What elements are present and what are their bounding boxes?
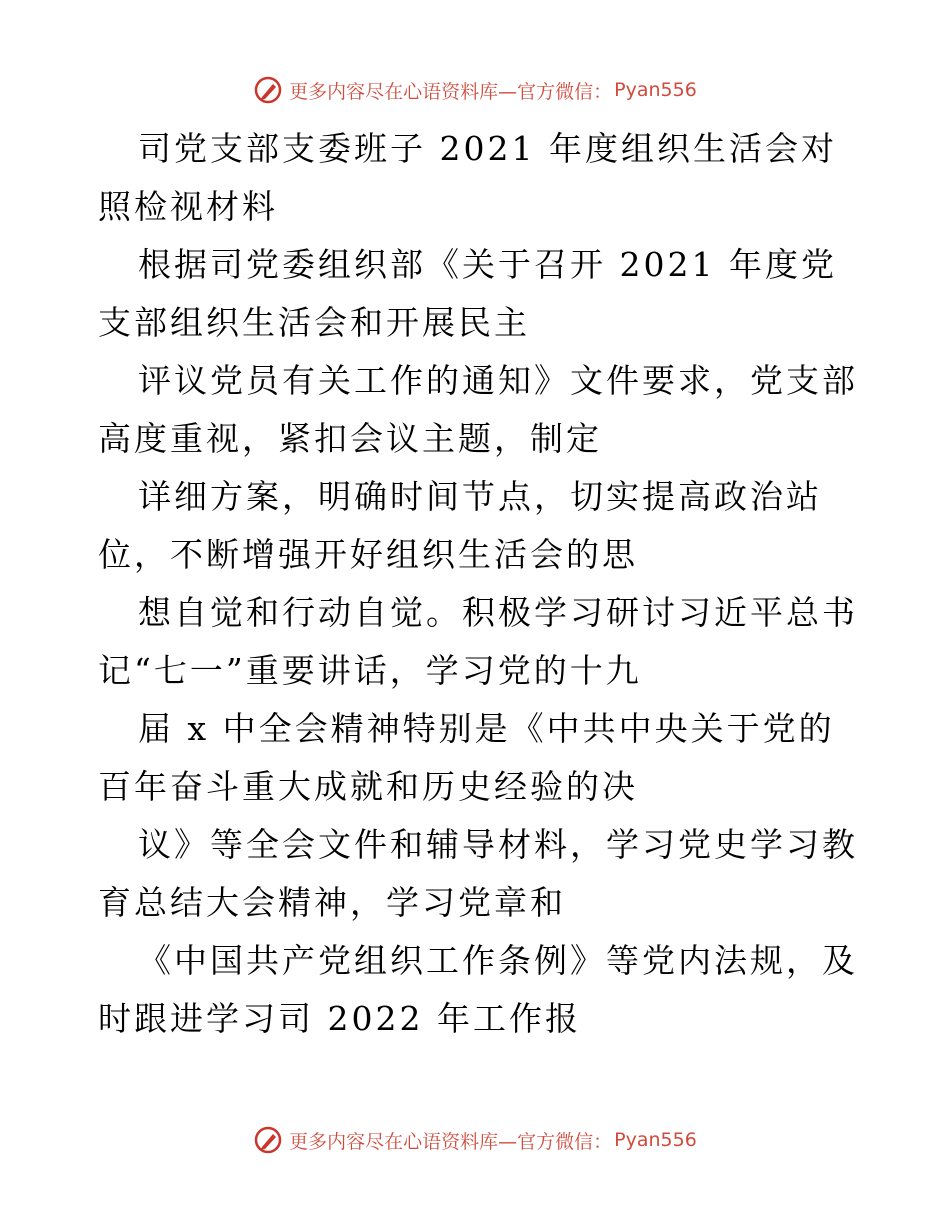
paragraph: 届 x 中全会精神特别是《中共中央关于党的百年奋斗重大成就和历史经验的决 <box>98 709 835 806</box>
watermark-header <box>0 70 950 110</box>
document-body <box>98 120 858 1048</box>
watermark-text: 更多内容尽在心语资料库—官方微信： <box>289 1130 613 1153</box>
paragraph: 详细方案，明确时间节点，切实提高政治站位，不断增强开好组织生活会的思 <box>98 477 822 574</box>
pen-logo-icon <box>253 75 283 105</box>
paragraph: 想自觉和行动自觉。积极学习研讨习近平总书记“七一”重要讲话，学习党的十九 <box>98 593 858 690</box>
paragraph: 《中国共产党组织工作条例》等党内法规，及时跟进学习司 2022 年工作报 <box>98 941 858 1038</box>
watermark-text: 更多内容尽在心语资料库—官方微信： <box>289 80 613 103</box>
watermark-footer <box>0 1120 950 1160</box>
watermark-wechat-id: Pyan556 <box>614 1129 697 1151</box>
paragraph: 根据司党委组织部《关于召开 2021 年度党支部组织生活会和开展民主 <box>98 245 837 342</box>
paragraph: 议》等全会文件和辅导材料，学习党史学习教育总结大会精神，学习党章和 <box>98 825 858 922</box>
pen-logo-icon <box>253 1125 283 1155</box>
watermark-wechat-id: Pyan556 <box>614 79 697 101</box>
paragraph: 评议党员有关工作的通知》文件要求，党支部高度重视，紧扣会议主题，制定 <box>98 361 858 458</box>
paragraph: 司党支部支委班子 2021 年度组织生活会对照检视材料 <box>98 129 837 226</box>
